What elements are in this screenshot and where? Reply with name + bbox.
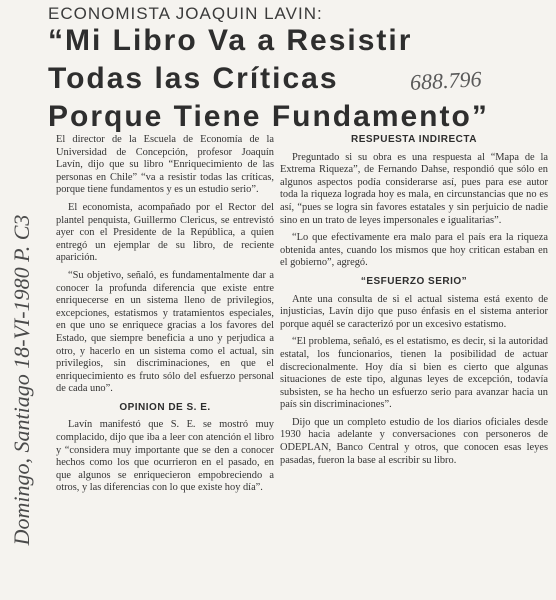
paragraph: “Su objetivo, señaló, es fundamentalmente dar a conocer la profunda diferencia que existe entre enriquecerse en un sistema lleno de privilegios, excepciones, estatismos y tratamientos especiales, en que uno se enriquece gracias a los favores del Estado, que siempre beneficia a uno y perjudica a otro, y hacerlo en un sistema como el actual, sin privilegios, sin discriminaciones, en que el enriquecimiento es fruto sólo del esfuerzo personal de cada uno”. (56, 269, 274, 395)
handwritten-catalog-number: 688.796 (409, 66, 483, 95)
handwritten-margin-note: Domingo, Santiago 18-VI-1980 P. C3 (9, 214, 34, 546)
paragraph: “Lo que efectivamente era malo para el país era la riqueza obtenida antes, cuando los mismos que hoy critican estaban en el gobierno”, agregó. (280, 232, 548, 269)
headline-line-1: “Mi Libro Va a Resistir (48, 24, 413, 57)
headline-line-3: Porque Tiene Fundamento” (48, 100, 489, 133)
subhead-esfuerzo: “ESFUERZO SERIO” (360, 275, 468, 287)
paragraph: Lavín manifestó que S. E. se mostró muy complacido, dijo que iba a leer con atención el libro y “considera muy importante que se den a conocer hechos como los que ocurrieron en el pasado, en que algunos se enriquecieron empobreciendo a otros, y las diferencias con lo que existe hoy día”. (56, 419, 274, 494)
column-right (280, 134, 548, 472)
column-left (56, 134, 274, 500)
paragraph: Dijo que un completo estudio de los diarios oficiales desde 1930 hacia adelante y conversaciones con personeros de ODEPLAN, Banco Central y otros, que conocen esas leyes pasadas, fueron la base al escribir su libro. (280, 416, 548, 466)
subhead-opinion: OPINION DE S. E. (119, 401, 211, 413)
subhead-respuesta: RESPUESTA INDIRECTA (351, 134, 477, 145)
paragraph: El director de la Escuela de Economía de la Universidad de Concepción, profesor Joaquín Lavín, dijo que su libro “Enriquecimiento de las personas en Chile” “va a resistir todas las críticas, porque tiene fundamentos y es un estudio serio”. (56, 134, 274, 196)
paragraph: El economista, acompañado por el Rector del plantel penquista, Guillermo Clericus, se entrevistó ayer con el Presidente de la República, a quien entregó un ejemplar de su libro, de reciente aparición. (56, 201, 274, 264)
article-kicker: ECONOMISTA JOAQUIN LAVIN: (48, 4, 323, 23)
paragraph: “El problema, señaló, es el estatismo, es decir, si la autoridad estatal, los funcionarios, tienen la posibilidad de actuar discrecionalmente. Hoy día si bien es cierto que algunas situaciones de este tipo, algunas leyes de excepción, todavía subsisten, se ha hecho un esfuerzo serio para avanzar hacia un país sin discriminaciones”. (280, 336, 548, 411)
paragraph: Preguntado si su obra es una respuesta al “Mapa de la Extrema Riqueza”, de Fernando Dahse, respondió que sólo en algunos aspectos podía considerarse así, pues para ese autor toda la riqueza lograda hoy es mala, en circunstancias que no es así, “pues se logra sin favores estatales y sin perjuicio de nadie sino en un trato de leyes impersonales e igualitarias”. (280, 151, 548, 226)
headline-line-2: Todas las Críticas (48, 62, 339, 95)
paragraph: Ante una consulta de si el actual sistema está exento de injusticias, Lavín dijo que puso énfasis en el sistema anterior porque aquél se caracterizó por un excesivo estatismo. (280, 293, 548, 330)
